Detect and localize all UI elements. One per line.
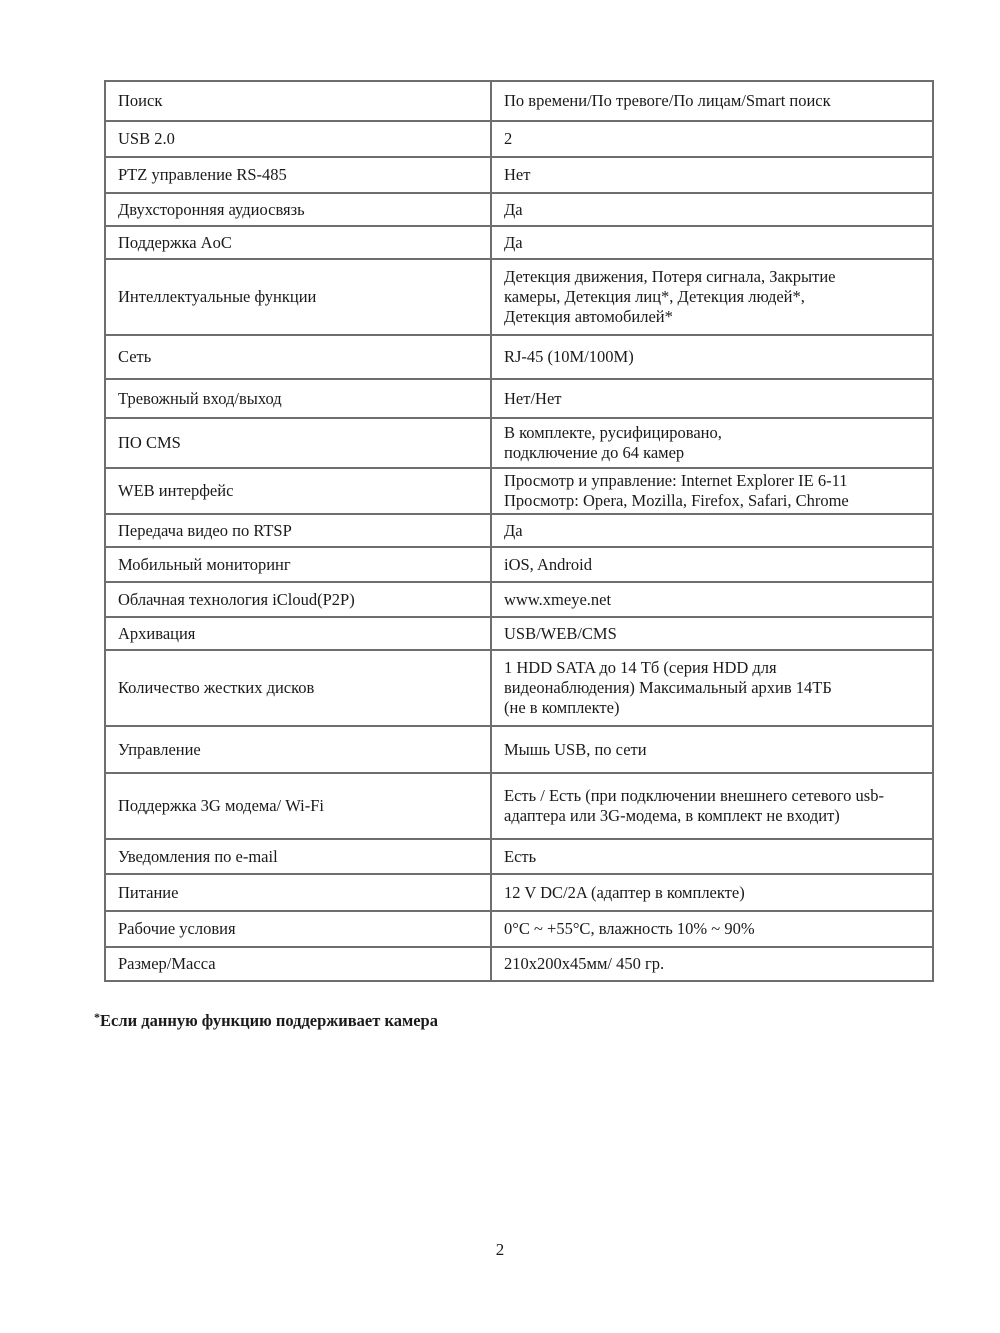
param-cell: Мобильный мониторинг — [105, 547, 491, 582]
value-line: www.xmeye.net — [504, 589, 612, 609]
value-line: адаптера или 3G-модема, в комплект не входит) — [504, 806, 840, 825]
value-line: подключение до 64 камер — [504, 443, 685, 462]
table-row — [105, 947, 933, 981]
value-cell — [491, 226, 933, 259]
param-cell: Сеть — [105, 335, 491, 379]
param-cell: Поддержка 3G модема/ Wi-Fi — [105, 773, 491, 839]
value-line: камеры, Детекция лиц*, Детекция людей*, — [504, 287, 805, 306]
value-cell — [491, 121, 933, 157]
table-row — [105, 379, 933, 418]
table-row — [105, 259, 933, 335]
param-cell: Облачная технология iCloud(P2P) — [105, 582, 491, 617]
page-number: 2 — [495, 1240, 505, 1259]
value-line: Просмотр и управление: Internet Explorer IE 6-11 — [504, 471, 848, 490]
value-cell — [491, 650, 933, 726]
table-row — [105, 911, 933, 947]
value-cell — [491, 468, 933, 514]
param-cell: Тревожный вход/выход — [105, 379, 491, 418]
table-row — [105, 81, 933, 121]
value-line: Есть / Есть (при подключении внешнего сетевого usb- — [504, 786, 884, 805]
param-cell: Количество жестких дисков — [105, 650, 491, 726]
table-row — [105, 617, 933, 650]
table-row — [105, 335, 933, 379]
param-cell: USB 2.0 — [105, 121, 491, 157]
value-line: Детекция автомобилей* — [504, 307, 673, 326]
param-cell: Двухсторонняя аудиосвязь — [105, 193, 491, 226]
value-line: По времени/По тревоге/По лицам/Smart поиск — [504, 91, 831, 110]
value-line: (не в комплекте) — [504, 698, 620, 717]
table-row — [105, 773, 933, 839]
value-line: RJ-45 (10M/100M) — [504, 347, 634, 366]
param-cell: Поддержка AoC — [105, 226, 491, 259]
value-cell — [491, 947, 933, 981]
table-row — [105, 226, 933, 259]
spec-table-body — [105, 81, 933, 981]
value-cell — [491, 773, 933, 839]
value-line: Детекция движения, Потеря сигнала, Закрытие — [504, 267, 836, 286]
table-row — [105, 468, 933, 514]
value-line: 0°C ~ +55°C, влажность 10% ~ 90% — [504, 919, 755, 938]
value-cell — [491, 726, 933, 773]
value-line: Просмотр: Opera, Mozilla, Firefox, Safari, Chrome — [504, 491, 849, 510]
table-row — [105, 121, 933, 157]
spec-table — [104, 80, 934, 982]
param-cell: Передача видео по RTSP — [105, 514, 491, 547]
value-line: Да — [504, 232, 523, 252]
value-line: 1 HDD SATA до 14 Тб (серия HDD для — [504, 658, 777, 677]
value-line: Да — [504, 520, 523, 540]
param-cell: Рабочие условия — [105, 911, 491, 947]
param-cell: Уведомления по e-mail — [105, 839, 491, 874]
param-cell: Управление — [105, 726, 491, 773]
value-line: iOS, Android — [504, 554, 593, 574]
value-cell — [491, 617, 933, 650]
footnote — [94, 1010, 438, 1031]
param-cell: Поиск — [105, 81, 491, 121]
value-cell — [491, 547, 933, 582]
value-line: Есть — [504, 846, 537, 866]
value-line: Нет/Нет — [504, 388, 562, 408]
param-cell: PTZ управление RS-485 — [105, 157, 491, 193]
table-row — [105, 157, 933, 193]
value-cell — [491, 259, 933, 335]
value-line: USB/WEB/CMS — [504, 623, 617, 643]
value-cell — [491, 418, 933, 468]
value-line: Мышь USB, по сети — [504, 739, 647, 759]
table-row — [105, 839, 933, 874]
param-cell: Питание — [105, 874, 491, 911]
footnote-text: Если данную функцию поддерживает камера — [100, 1011, 438, 1030]
value-cell — [491, 514, 933, 547]
table-row — [105, 582, 933, 617]
value-cell — [491, 839, 933, 874]
value-cell — [491, 335, 933, 379]
table-row — [105, 193, 933, 226]
value-cell — [491, 911, 933, 947]
table-row — [105, 650, 933, 726]
value-line: Да — [504, 199, 523, 219]
value-cell — [491, 81, 933, 121]
param-cell: WEB интерфейс — [105, 468, 491, 514]
param-cell: ПО CMS — [105, 418, 491, 468]
table-row — [105, 874, 933, 911]
table-row — [105, 547, 933, 582]
param-cell: Размер/Масса — [105, 947, 491, 981]
value-line: Нет — [504, 165, 531, 184]
value-cell — [491, 379, 933, 418]
value-cell — [491, 157, 933, 193]
table-row — [105, 726, 933, 773]
footnote-marker: * — [94, 1010, 100, 1024]
value-line: 12 V DC/2A (адаптер в комплекте) — [504, 882, 745, 902]
param-cell: Архивация — [105, 617, 491, 650]
value-line: 2 — [504, 129, 513, 148]
value-line: В комплекте, русифицировано, — [504, 423, 722, 442]
value-cell — [491, 582, 933, 617]
value-line: 210x200x45мм/ 450 гр. — [504, 954, 665, 973]
value-line: видеонаблюдения) Максимальный архив 14ТБ — [504, 678, 832, 697]
param-cell: Интеллектуальные функции — [105, 259, 491, 335]
table-row — [105, 514, 933, 547]
value-cell — [491, 193, 933, 226]
table-row — [105, 418, 933, 468]
value-cell — [491, 874, 933, 911]
